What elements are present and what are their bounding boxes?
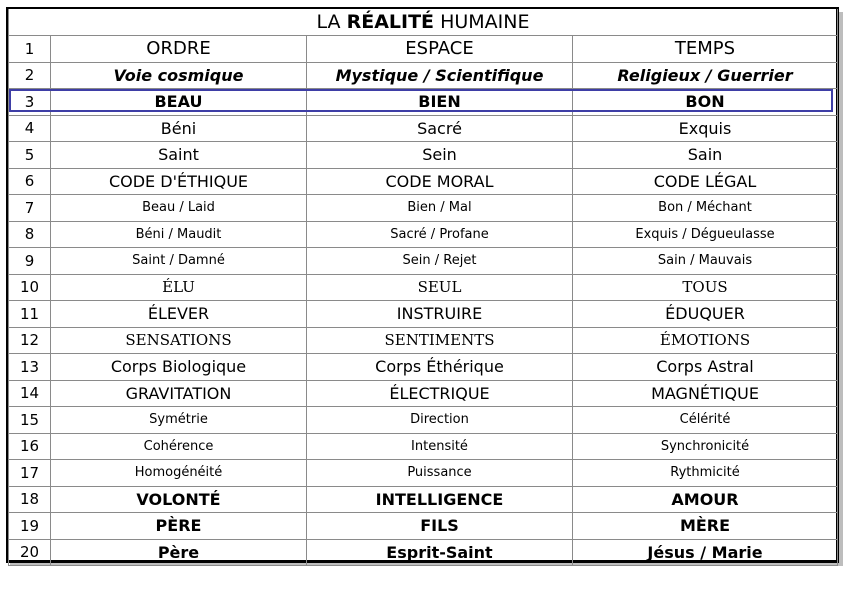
- table-cell: Mystique / Scientifique: [307, 62, 573, 89]
- table-cell: GRAVITATION: [51, 380, 307, 407]
- table-cell: ÉLEVER: [51, 301, 307, 328]
- column-header-temps: TEMPS: [573, 36, 838, 63]
- table-title: [9, 9, 838, 36]
- row-number: 5: [9, 142, 51, 169]
- table-row: [9, 327, 838, 354]
- table-cell: INTELLIGENCE: [307, 486, 573, 513]
- table-row: [9, 62, 838, 89]
- title-part-1: LA: [316, 11, 347, 33]
- table-cell: Sacré / Profane: [307, 221, 573, 248]
- row-number: 7: [9, 195, 51, 222]
- table-row: [9, 168, 838, 195]
- table-cell: Synchronicité: [573, 433, 838, 460]
- table-cell: MAGNÉTIQUE: [573, 380, 838, 407]
- table-title-row: [9, 9, 838, 36]
- table-cell: Voie cosmique: [51, 62, 307, 89]
- table-cell: TOUS: [573, 274, 838, 301]
- table-cell: Religieux / Guerrier: [573, 62, 838, 89]
- table-cell: Père: [51, 539, 307, 566]
- table-cell: Sain: [573, 142, 838, 169]
- table-cell: CODE D'ÉTHIQUE: [51, 168, 307, 195]
- row-number: 15: [9, 407, 51, 434]
- row-number: 8: [9, 221, 51, 248]
- reality-table-frame: [6, 7, 839, 563]
- table-cell: Homogénéité: [51, 460, 307, 487]
- title-part-bold: RÉALITÉ: [346, 11, 435, 33]
- row-number: 10: [9, 274, 51, 301]
- table-cell: Corps Éthérique: [307, 354, 573, 381]
- table-cell: SENSATIONS: [51, 327, 307, 354]
- table-row: [9, 89, 838, 116]
- table-cell: Corps Astral: [573, 354, 838, 381]
- table-cell: Intensité: [307, 433, 573, 460]
- table-cell: Saint: [51, 142, 307, 169]
- table-cell: Rythmicité: [573, 460, 838, 487]
- table-row: [9, 513, 838, 540]
- table-row: [9, 195, 838, 222]
- table-row: [9, 115, 838, 142]
- table-cell: ÉLU: [51, 274, 307, 301]
- row-number: 1: [9, 36, 51, 63]
- table-cell: BON: [573, 89, 838, 116]
- table-cell: Béni / Maudit: [51, 221, 307, 248]
- table-cell: SENTIMENTS: [307, 327, 573, 354]
- table-cell: PÈRE: [51, 513, 307, 540]
- table-cell: Sain / Mauvais: [573, 248, 838, 275]
- table-row: [9, 380, 838, 407]
- table-cell: Sein: [307, 142, 573, 169]
- column-header-ordre: ORDRE: [51, 36, 307, 63]
- row-number: 3: [9, 89, 51, 116]
- row-number: 20: [9, 539, 51, 566]
- table-cell: ÉMOTIONS: [573, 327, 838, 354]
- column-header-espace: ESPACE: [307, 36, 573, 63]
- table-cell: Symétrie: [51, 407, 307, 434]
- table-cell: Exquis: [573, 115, 838, 142]
- table-cell: BEAU: [51, 89, 307, 116]
- table-row: [9, 221, 838, 248]
- table-cell: CODE MORAL: [307, 168, 573, 195]
- table-row: [9, 486, 838, 513]
- table-row: [9, 142, 838, 169]
- row-number: 11: [9, 301, 51, 328]
- table-shadow-right: [839, 12, 843, 565]
- table-cell: Esprit-Saint: [307, 539, 573, 566]
- table-cell: Direction: [307, 407, 573, 434]
- row-number: 16: [9, 433, 51, 460]
- table-row: [9, 36, 838, 63]
- table-cell: CODE LÉGAL: [573, 168, 838, 195]
- row-number: 6: [9, 168, 51, 195]
- table-cell: Puissance: [307, 460, 573, 487]
- table-cell: ÉDUQUER: [573, 301, 838, 328]
- row-number: 2: [9, 62, 51, 89]
- title-part-2: HUMAINE: [434, 11, 530, 33]
- table-row: [9, 301, 838, 328]
- table-cell: Saint / Damné: [51, 248, 307, 275]
- table-cell: SEUL: [307, 274, 573, 301]
- table-row: [9, 539, 838, 566]
- table-cell: ÉLECTRIQUE: [307, 380, 573, 407]
- table-cell: INSTRUIRE: [307, 301, 573, 328]
- table-row: [9, 248, 838, 275]
- table-cell: FILS: [307, 513, 573, 540]
- row-number: 12: [9, 327, 51, 354]
- table-cell: Cohérence: [51, 433, 307, 460]
- table-cell: VOLONTÉ: [51, 486, 307, 513]
- table-cell: AMOUR: [573, 486, 838, 513]
- table-cell: MÈRE: [573, 513, 838, 540]
- table-row: [9, 274, 838, 301]
- row-number: 19: [9, 513, 51, 540]
- table-cell: Corps Biologique: [51, 354, 307, 381]
- table-cell: Bien / Mal: [307, 195, 573, 222]
- table-cell: Bon / Méchant: [573, 195, 838, 222]
- row-number: 4: [9, 115, 51, 142]
- row-number: 14: [9, 380, 51, 407]
- reality-table: [8, 9, 838, 566]
- table-cell: Beau / Laid: [51, 195, 307, 222]
- table-cell: BIEN: [307, 89, 573, 116]
- table-cell: Sacré: [307, 115, 573, 142]
- table-row: [9, 433, 838, 460]
- row-number: 13: [9, 354, 51, 381]
- row-number: 9: [9, 248, 51, 275]
- row-number: 18: [9, 486, 51, 513]
- table-row: [9, 407, 838, 434]
- table-cell: Jésus / Marie: [573, 539, 838, 566]
- table-row: [9, 354, 838, 381]
- row-number: 17: [9, 460, 51, 487]
- table-cell: Sein / Rejet: [307, 248, 573, 275]
- table-cell: Exquis / Dégueulasse: [573, 221, 838, 248]
- table-cell: Célérité: [573, 407, 838, 434]
- table-row: [9, 460, 838, 487]
- table-cell: Béni: [51, 115, 307, 142]
